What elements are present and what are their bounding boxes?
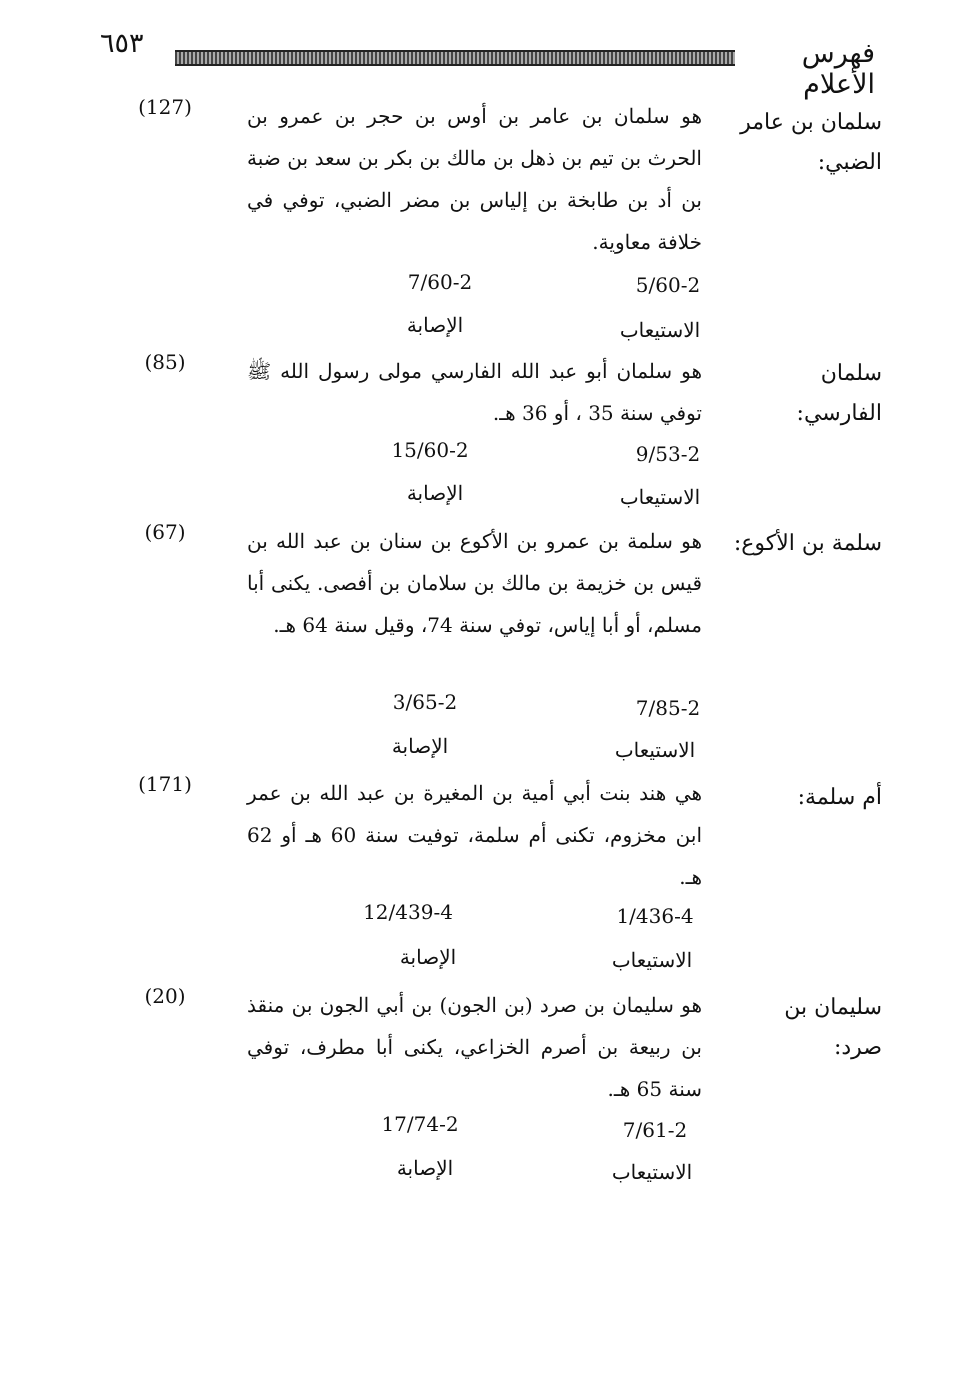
- ref-istiab: 7/61-2: [622, 1118, 688, 1142]
- src-isaba: الإصابة: [406, 481, 464, 505]
- entry-name: أم سلمة:: [797, 785, 882, 810]
- ref-istiab: 1/436-4: [616, 904, 694, 928]
- entry-text: هو سلمة بن عمرو بن الأكوع بن سنان بن عبد الله بن قيس بن خزيمة بن مالك بن سلامان بن أفصى. يكنى أبا مسلم، أو أبا إياس، توفي سنة 74، وقيل سنة 64 هـ.: [247, 529, 702, 637]
- src-isaba: الإصابة: [396, 1156, 454, 1180]
- entry-name: سلمة بن الأكوع:: [733, 531, 882, 556]
- ref-isaba: 17/74-2: [381, 1112, 459, 1136]
- header-rule: [175, 50, 735, 66]
- entry-number: (171): [138, 772, 192, 796]
- entry-text: هي هند بنت أبي أمية بن المغيرة بن عبد الله بن عمر ابن مخزوم، تكنى أم سلمة، توفيت سنة 60 هـ أو 62 هـ.: [247, 781, 702, 889]
- ref-isaba: 12/439-4: [363, 900, 453, 924]
- ref-isaba: 7/60-2: [407, 270, 473, 294]
- src-istiab: الاستيعاب: [611, 1160, 693, 1184]
- running-title: فهرس الأعلام: [801, 38, 875, 100]
- entry-name: سلمان بن عامر الضبي:: [740, 110, 882, 175]
- entry-number: (20): [144, 984, 186, 1008]
- src-isaba: الإصابة: [391, 734, 449, 758]
- entry-text: هو سلمان أبو عبد الله الفارسي مولى رسول الله ﷺ توفي سنة 35 ، أو 36 هـ.: [247, 359, 702, 425]
- src-istiab: الاستيعاب: [614, 738, 696, 762]
- src-isaba: الإصابة: [399, 945, 457, 969]
- entry-number: (85): [144, 350, 186, 374]
- entry-number: (67): [144, 520, 186, 544]
- entry-text: هو سليمان بن صرد (بن الجون) بن أبي الجون بن منقذ بن ربيعة بن أصرم الخزاعي، يكنى أبا مطرف، توفي سنة 65 هـ.: [247, 993, 702, 1101]
- entry-number: (127): [138, 95, 192, 119]
- page-number: ٦٥٣: [100, 28, 144, 59]
- ref-istiab: 5/60-2: [635, 273, 701, 297]
- entry-name: سلمان الفارسي:: [796, 361, 882, 426]
- entry-text: هو سلمان بن عامر بن أوس بن حجر بن عمرو بن الحرث بن تيم بن ذهل بن مالك بن بكر بن سعد بن ضبة بن أد بن طابخة بن إلياس بن مضر الضبي، توفي في خلافة معاوية.: [247, 104, 702, 254]
- ref-isaba: 15/60-2: [391, 438, 469, 462]
- ref-istiab: 7/85-2: [635, 696, 701, 720]
- src-istiab: الاستيعاب: [619, 318, 701, 342]
- ref-isaba: 3/65-2: [392, 690, 458, 714]
- src-isaba: الإصابة: [406, 313, 464, 337]
- src-istiab: الاستيعاب: [619, 485, 701, 509]
- entry-name: سليمان بن صرد:: [784, 995, 882, 1060]
- ref-istiab: 9/53-2: [635, 442, 701, 466]
- src-istiab: الاستيعاب: [611, 948, 693, 972]
